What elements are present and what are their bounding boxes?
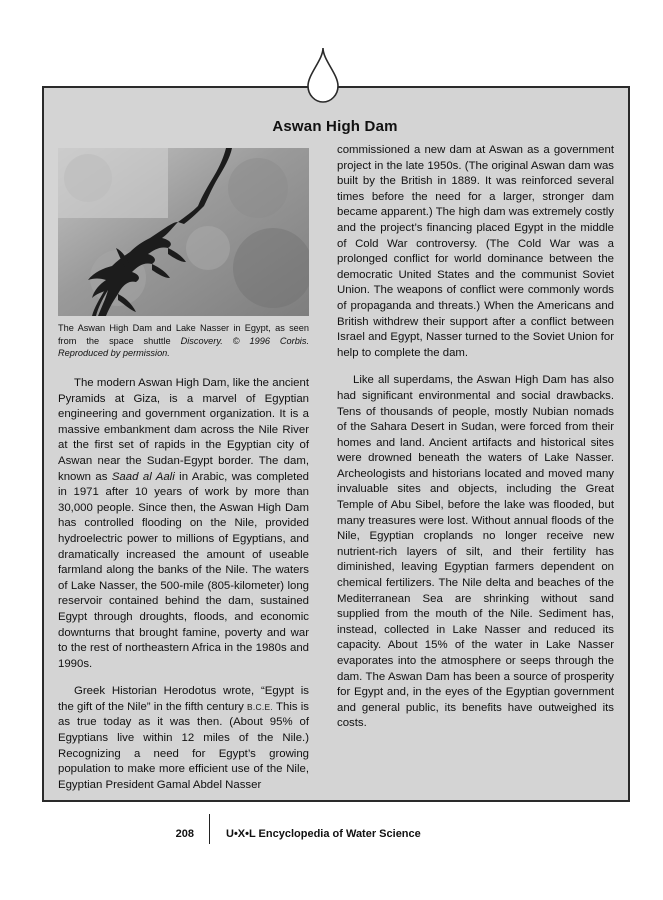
paragraph: commissioned a new dam at Aswan as a government project in the late 1950s. (The original Aswan dam was built by the British in 1889. It was reinforced several times before the need for a larger, stronger dam became apparent.) The high dam was extremely costly and the project’s financing placed Egypt in the middle of Cold War controversy. (The Cold War was a prolonged conflict for world dominance between the democratic United States and the communist Soviet Union. The weapons of conflict were commonly words of propaganda and threats.) When the Americans and British withdrew their support after a conflict between Israel and Egypt, Nasser turned to the Soviet Union for help to complete the dam. bbox=[337, 144, 614, 359]
paragraph-text: This is as true today as it was then. (About 95% of Egyptians live within 12 miles of the Nile.) Recognizing a need for Egypt’s growing population to make more efficient use of the Nile, Egyptian President Gamal Abdel Nasser bbox=[58, 700, 309, 791]
paragraph bbox=[58, 684, 309, 793]
page-number: 208 bbox=[175, 828, 194, 840]
caption-text: The Aswan High Dam and Lake Nasser in Egypt, as seen from the space shuttle bbox=[58, 323, 309, 346]
era-abbreviation: B.C.E. bbox=[247, 701, 274, 712]
arabic-name: Saad al Aali bbox=[111, 470, 175, 483]
paragraph: Like all superdams, the Aswan High Dam has also had significant environmental and social drawbacks. Tens of thousands of people, mostly Nubian nomads of the Sahara Desert in Sudan, were forced from their homes and land. Ancient artifacts and historical sites were drowned beneath the waters of Lake Nasser. Archeologists and historians located and moved many invaluable sites and objects, including the Great Temple of Abu Sibel, before the lake was flooded, but many treasures were lost. Without annual floods of the Nile, Egyptian croplands no longer receive new nutrient-rich layers of silt, and their fertility has diminished, leaving Egyptian farmers dependent on chemical fertilizers. The Nile delta and beaches of the Mediterranean Sea are shrinking without sand supplied from the mouth of the Nile. Sediment has, instead, collected in Lake Nasser and reduced its capacity. About 15% of the water in Lake Nasser evaporates into the atmosphere or seeps through the dam. The Aswan Dam has been a source of prosperity for Egypt and, in the eyes of the Egyptian government and general public, its benefits have outweighed its costs. bbox=[337, 374, 614, 730]
paragraph-text: The modern Aswan High Dam, like the ancient Pyramids at Giza, is a marvel of Egyptian engineering and government organization. It is a massive embankment dam across the Nile River at the first set of rapids in the Egyptian city of Aswan near the Sudan-Egypt border. The dam, known as bbox=[58, 377, 309, 483]
water-drop-icon bbox=[304, 46, 342, 104]
paragraph bbox=[58, 376, 309, 672]
footer-divider bbox=[209, 814, 210, 844]
paragraph-text: Greek Historian Herodotus wrote, “Egypt is the gift of the Nile” in the fifth century bbox=[58, 685, 309, 713]
satellite-photo bbox=[58, 148, 309, 316]
right-column bbox=[337, 143, 614, 732]
book-title: U•X•L Encyclopedia of Water Science bbox=[226, 828, 421, 840]
caption-credit: © 1996 Corbis. Reproduced by permission. bbox=[58, 335, 309, 359]
left-column bbox=[58, 376, 309, 793]
caption-shuttle-name: Discovery. bbox=[180, 335, 223, 346]
paragraph-text: in Arabic, was completed in 1971 after 10 years of work by more than 30,000 people. Since then, the Aswan High Dam has controlled flooding on the Nile, provided hydroelectric power to millions of Egyptians, and dramatically increased the amount of useable farmland along the banks of the Nile. The waters of Lake Nasser, the 500-mile (805-kilometer) long reservoir contained behind the dam, sustained Egypt through droughts, floods, and economic downturns that brought famine, poverty and war to the rest of northeastern Africa in the 1980s and 1990s. bbox=[58, 470, 309, 670]
photo-caption bbox=[58, 322, 309, 360]
sidebar-title: Aswan High Dam bbox=[272, 118, 398, 135]
